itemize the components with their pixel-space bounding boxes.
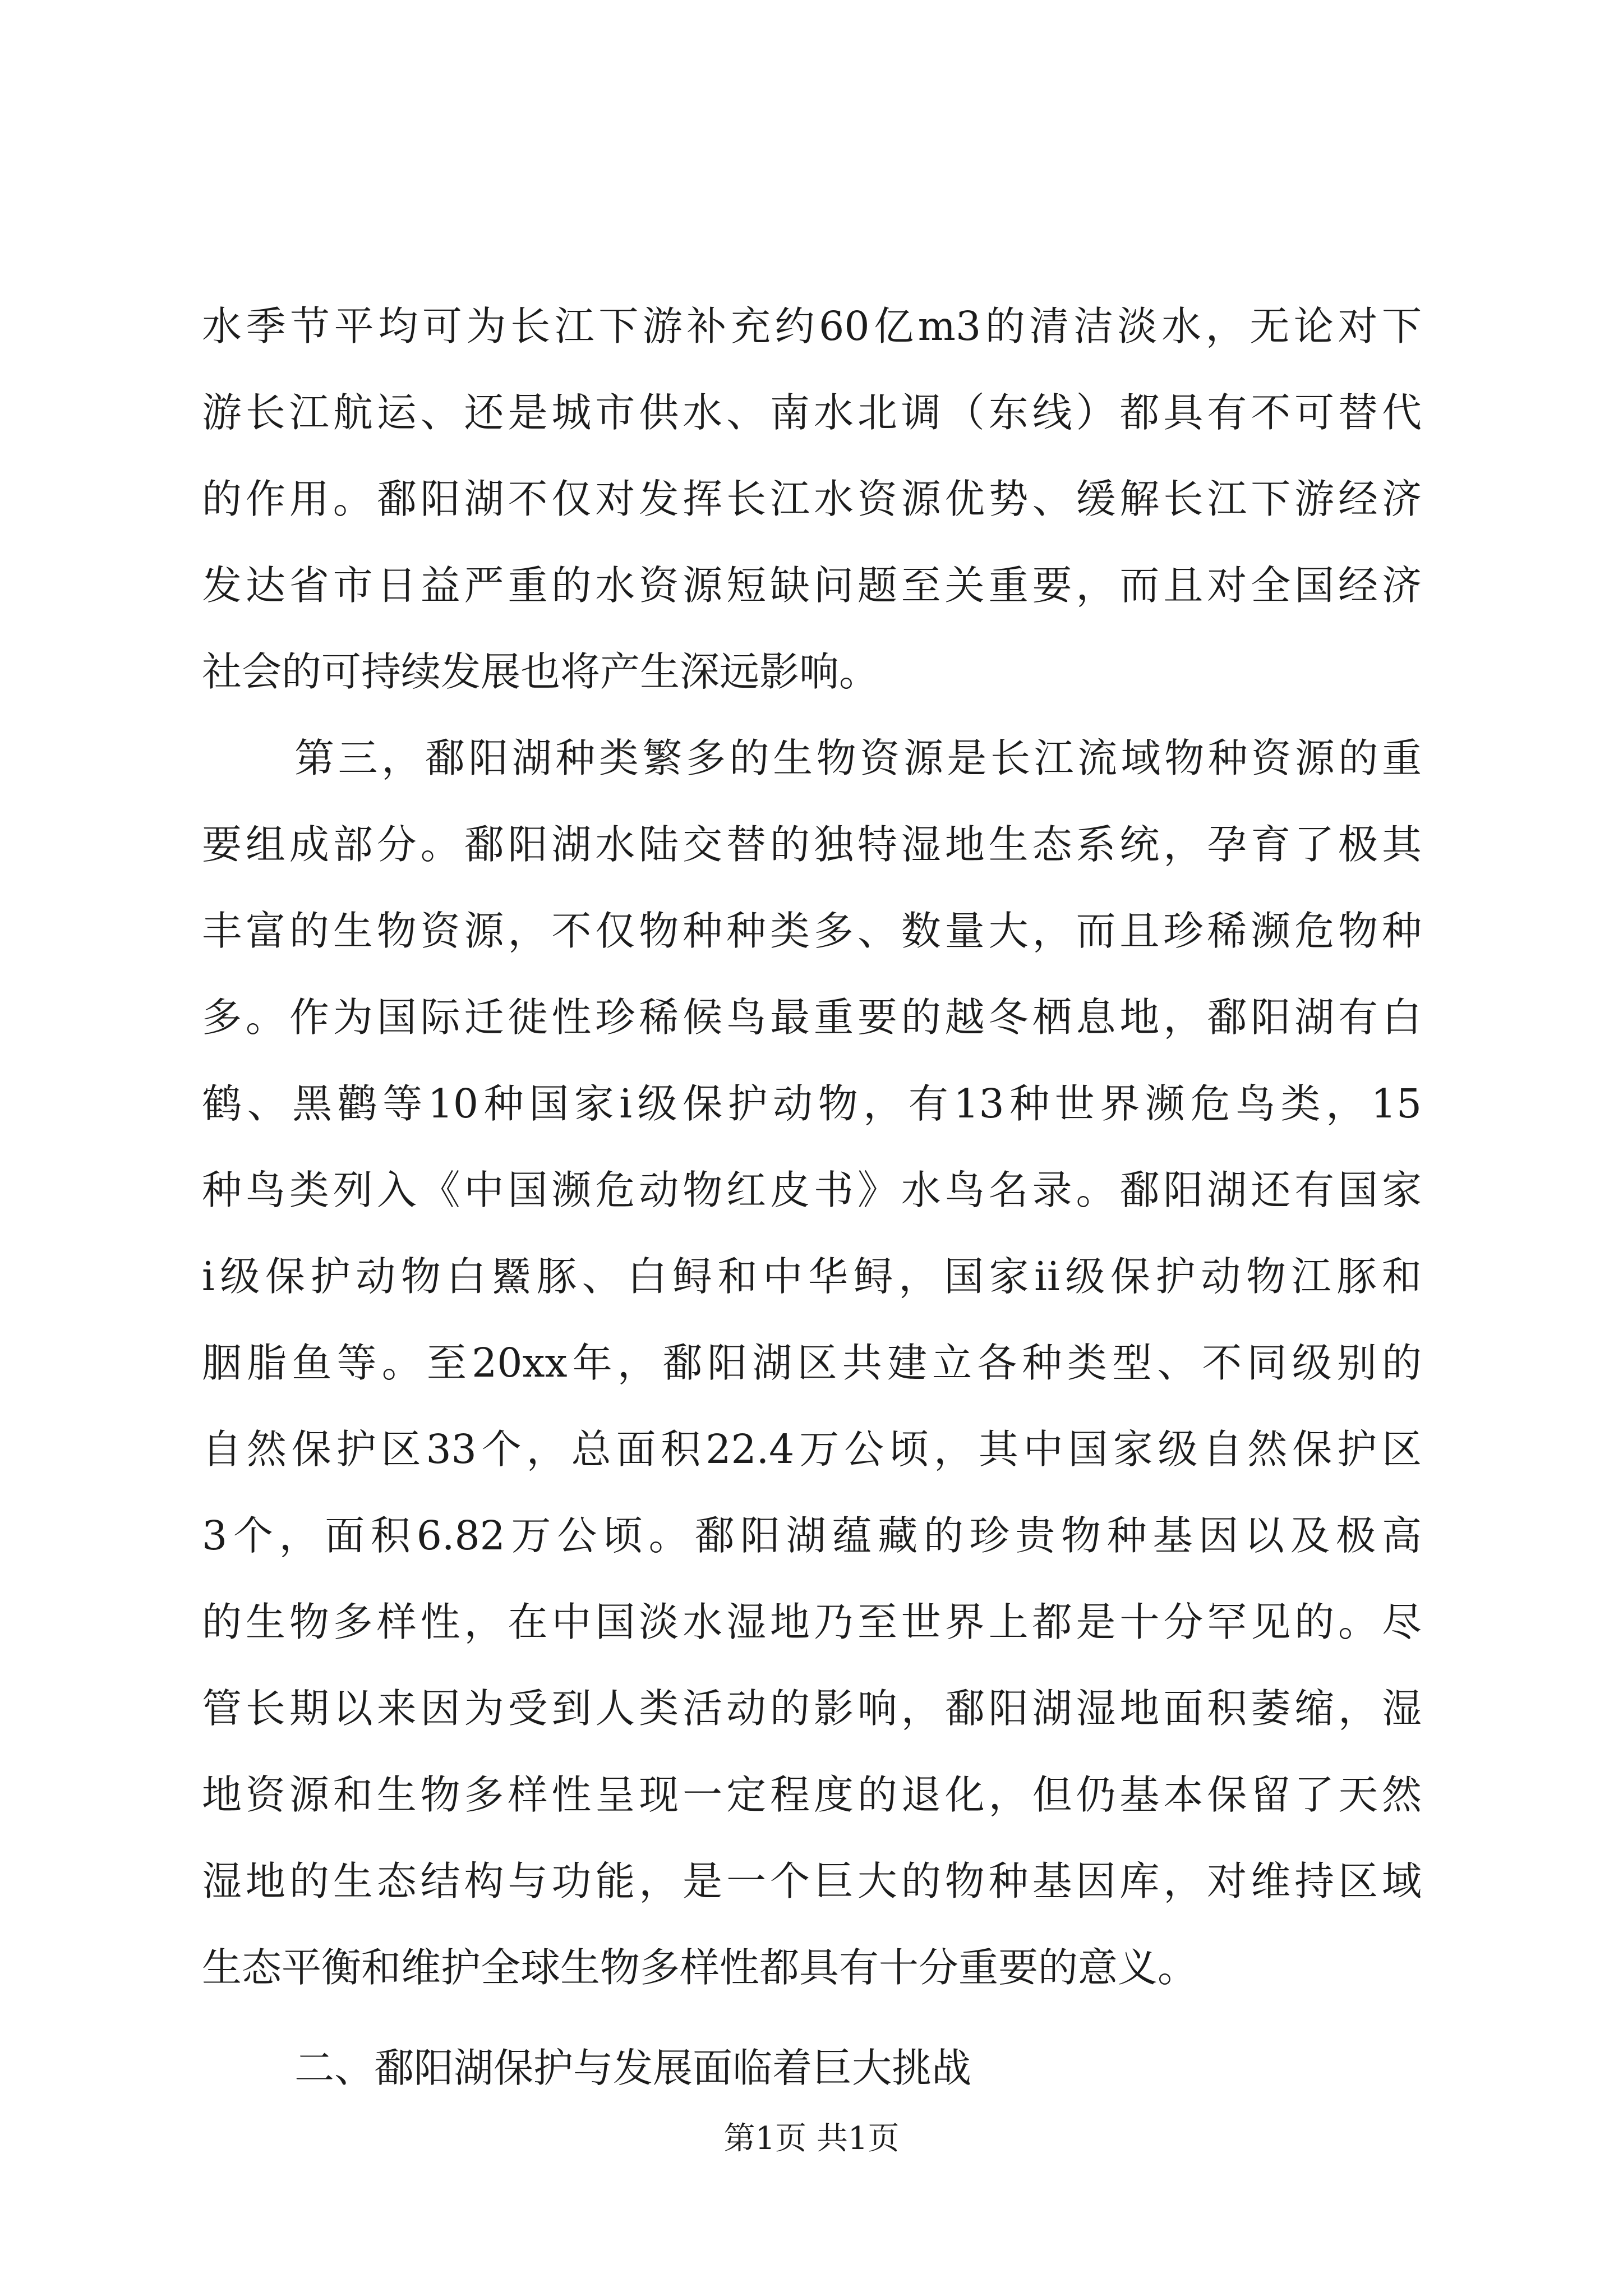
text-line: 种鸟类列入《中国濒危动物红皮书》水鸟名录。鄱阳湖还有国家: [202, 1167, 1422, 1213]
text-line: 生态平衡和维护全球生物多样性都具有十分重要的意义。: [202, 1944, 1198, 1991]
text-line: 水季节平均可为长江下游补充约60亿m3的清洁淡水，无论对下: [202, 303, 1422, 349]
text-line: 3个，面积6.82万公顷。鄱阳湖蕴藏的珍贵物种基因以及极高: [202, 1512, 1422, 1559]
text-line: 的作用。鄱阳湖不仅对发挥长江水资源优势、缓解长江下游经济: [202, 476, 1422, 522]
text-line: 多。作为国际迁徙性珍稀候鸟最重要的越冬栖息地，鄱阳湖有白: [202, 994, 1422, 1041]
text-line: 湿地的生态结构与功能，是一个巨大的物种基因库，对维持区域: [202, 1858, 1422, 1904]
text-line: 丰富的生物资源，不仅物种种类多、数量大，而且珍稀濒危物种: [202, 908, 1422, 954]
text-line: i级保护动物白鱀豚、白鲟和中华鲟，国家ii级保护动物江豚和: [202, 1253, 1422, 1300]
document-body: [202, 283, 1422, 2111]
text-line: 的生物多样性，在中国淡水湿地乃至世界上都是十分罕见的。尽: [202, 1599, 1422, 1645]
page-number: 第1页 共1页: [723, 2120, 900, 2157]
paragraph-1: [202, 283, 1422, 715]
text-line: 管长期以来因为受到人类活动的影响，鄱阳湖湿地面积萎缩，湿: [202, 1685, 1422, 1732]
text-line: 地资源和生物多样性呈现一定程度的退化，但仍基本保留了天然: [202, 1772, 1422, 1818]
text-line: 社会的可持续发展也将产生深远影响。: [202, 648, 879, 695]
text-line: 游长江航运、还是城市供水、南水北调（东线）都具有不可替代: [202, 389, 1422, 436]
section-heading: 二、鄱阳湖保护与发展面临着巨大挑战: [294, 2045, 972, 2091]
text-line: 自然保护区33个，总面积22.4万公顷，其中国家级自然保护区: [202, 1426, 1422, 1473]
text-line: 胭脂鱼等。至20xx年，鄱阳湖区共建立各种类型、不同级别的: [202, 1340, 1422, 1386]
text-line: 第三，鄱阳湖种类繁多的生物资源是长江流域物种资源的重: [294, 735, 1422, 781]
text-line: 鹤、黑鹳等10种国家i级保护动物，有13种世界濒危鸟类，15: [202, 1080, 1422, 1127]
page-footer: [0, 2114, 1623, 2159]
paragraph-gap: [202, 2011, 1422, 2025]
text-line: 要组成部分。鄱阳湖水陆交替的独特湿地生态系统，孕育了极其: [202, 821, 1422, 868]
paragraph-2: [202, 715, 1422, 2011]
text-line: 发达省市日益严重的水资源短缺问题至关重要，而且对全国经济: [202, 562, 1422, 609]
